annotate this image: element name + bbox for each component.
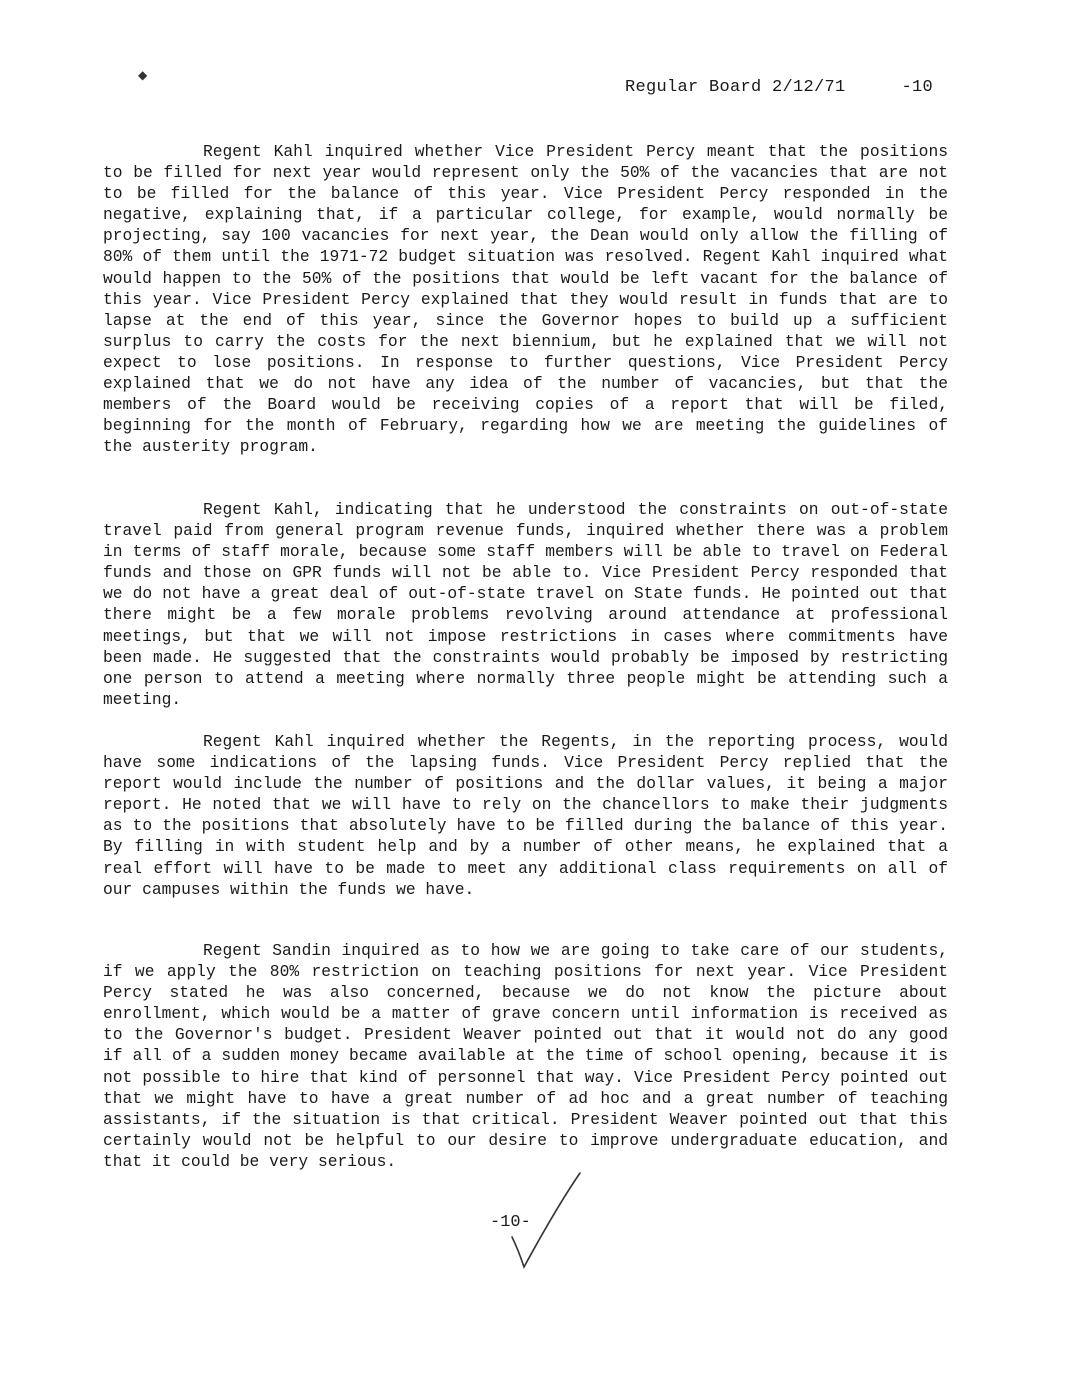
scan-speck: ◆ bbox=[138, 68, 148, 82]
page-header bbox=[625, 78, 933, 97]
paragraph: Regent Kahl inquired whether Vice President Percy meant that the positions to be filled for next year would represent only the 50% of the vacancies that are not to be filled for the balance of this year. Vice President Percy responded in the negative, explaining that, if a particular college, for example, would normally be projecting, say 100 vacancies for next year, the Dean would only allow the filling of 80% of them until the 1971-72 budget situation was resolved. Regent Kahl inquired what would happen to the 50% of the positions that would be left vacant for the balance of this year. Vice President Percy explained that they would result in funds that are to lapse at the end of this year, since the Governor hopes to build up a sufficient surplus to carry the costs for the next biennium, but he explained that we will not expect to lose positions. In response to further questions, Vice President Percy explained that we do not have any idea of the number of vacancies, but that the members of the Board would be receiving copies of a report that will be filed, beginning for the month of February, regarding how we are meeting the guidelines of the austerity program. bbox=[103, 142, 948, 457]
handwritten-checkmark-icon bbox=[500, 1165, 590, 1275]
paragraph: Regent Kahl, indicating that he understood the constraints on out-of-state travel paid from general program revenue funds, inquired whether there was a problem in terms of staff morale, because some staff members will be able to travel on Federal funds and those on GPR funds will not be able to. Vice President Percy responded that we do not have a great deal of out-of-state travel on State funds. He pointed out that there might be a few morale problems revolving around attendance at professional meetings, but that we will not impose restrictions in cases where commitments have been made. He suggested that the constraints would probably be imposed by restricting one person to attend a meeting where normally three people might be attending such a meeting. bbox=[103, 500, 948, 709]
paragraph: Regent Kahl inquired whether the Regents, in the reporting process, would have some indications of the lapsing funds. Vice President Percy replied that the report would include the number of positions and the dollar values, it being a major report. He noted that we will have to rely on the chancellors to make their judgments as to the positions that absolutely have to be filled during the balance of this year. By filling in with student help and by a number of other means, he explained that a real effort will have to be made to meet any additional class requirements on all of our campuses within the funds we have. bbox=[103, 732, 948, 899]
footer-page-number: -10- bbox=[490, 1213, 531, 1232]
header-page-number: -10 bbox=[901, 78, 934, 97]
header-title: Regular Board 2/12/71 bbox=[625, 78, 846, 97]
paragraph: Regent Sandin inquired as to how we are going to take care of our students, if we apply the 80% restriction on teaching positions for next year. Vice President Percy stated he was also concerned, because we do not know the picture about enrollment, which would be a matter of grave concern until information is received as to the Governor's budget. President Weaver pointed out that it would not do any good if all of a sudden money became available at the time of school opening, because it is not possible to hire that kind of personnel that way. Vice President Percy pointed out that we might have to have a great number of ad hoc and a great number of teaching assistants, if the situation is that critical. President Weaver pointed out that this certainly would not be helpful to our desire to improve undergraduate education, and that it could be very serious. bbox=[103, 941, 948, 1171]
